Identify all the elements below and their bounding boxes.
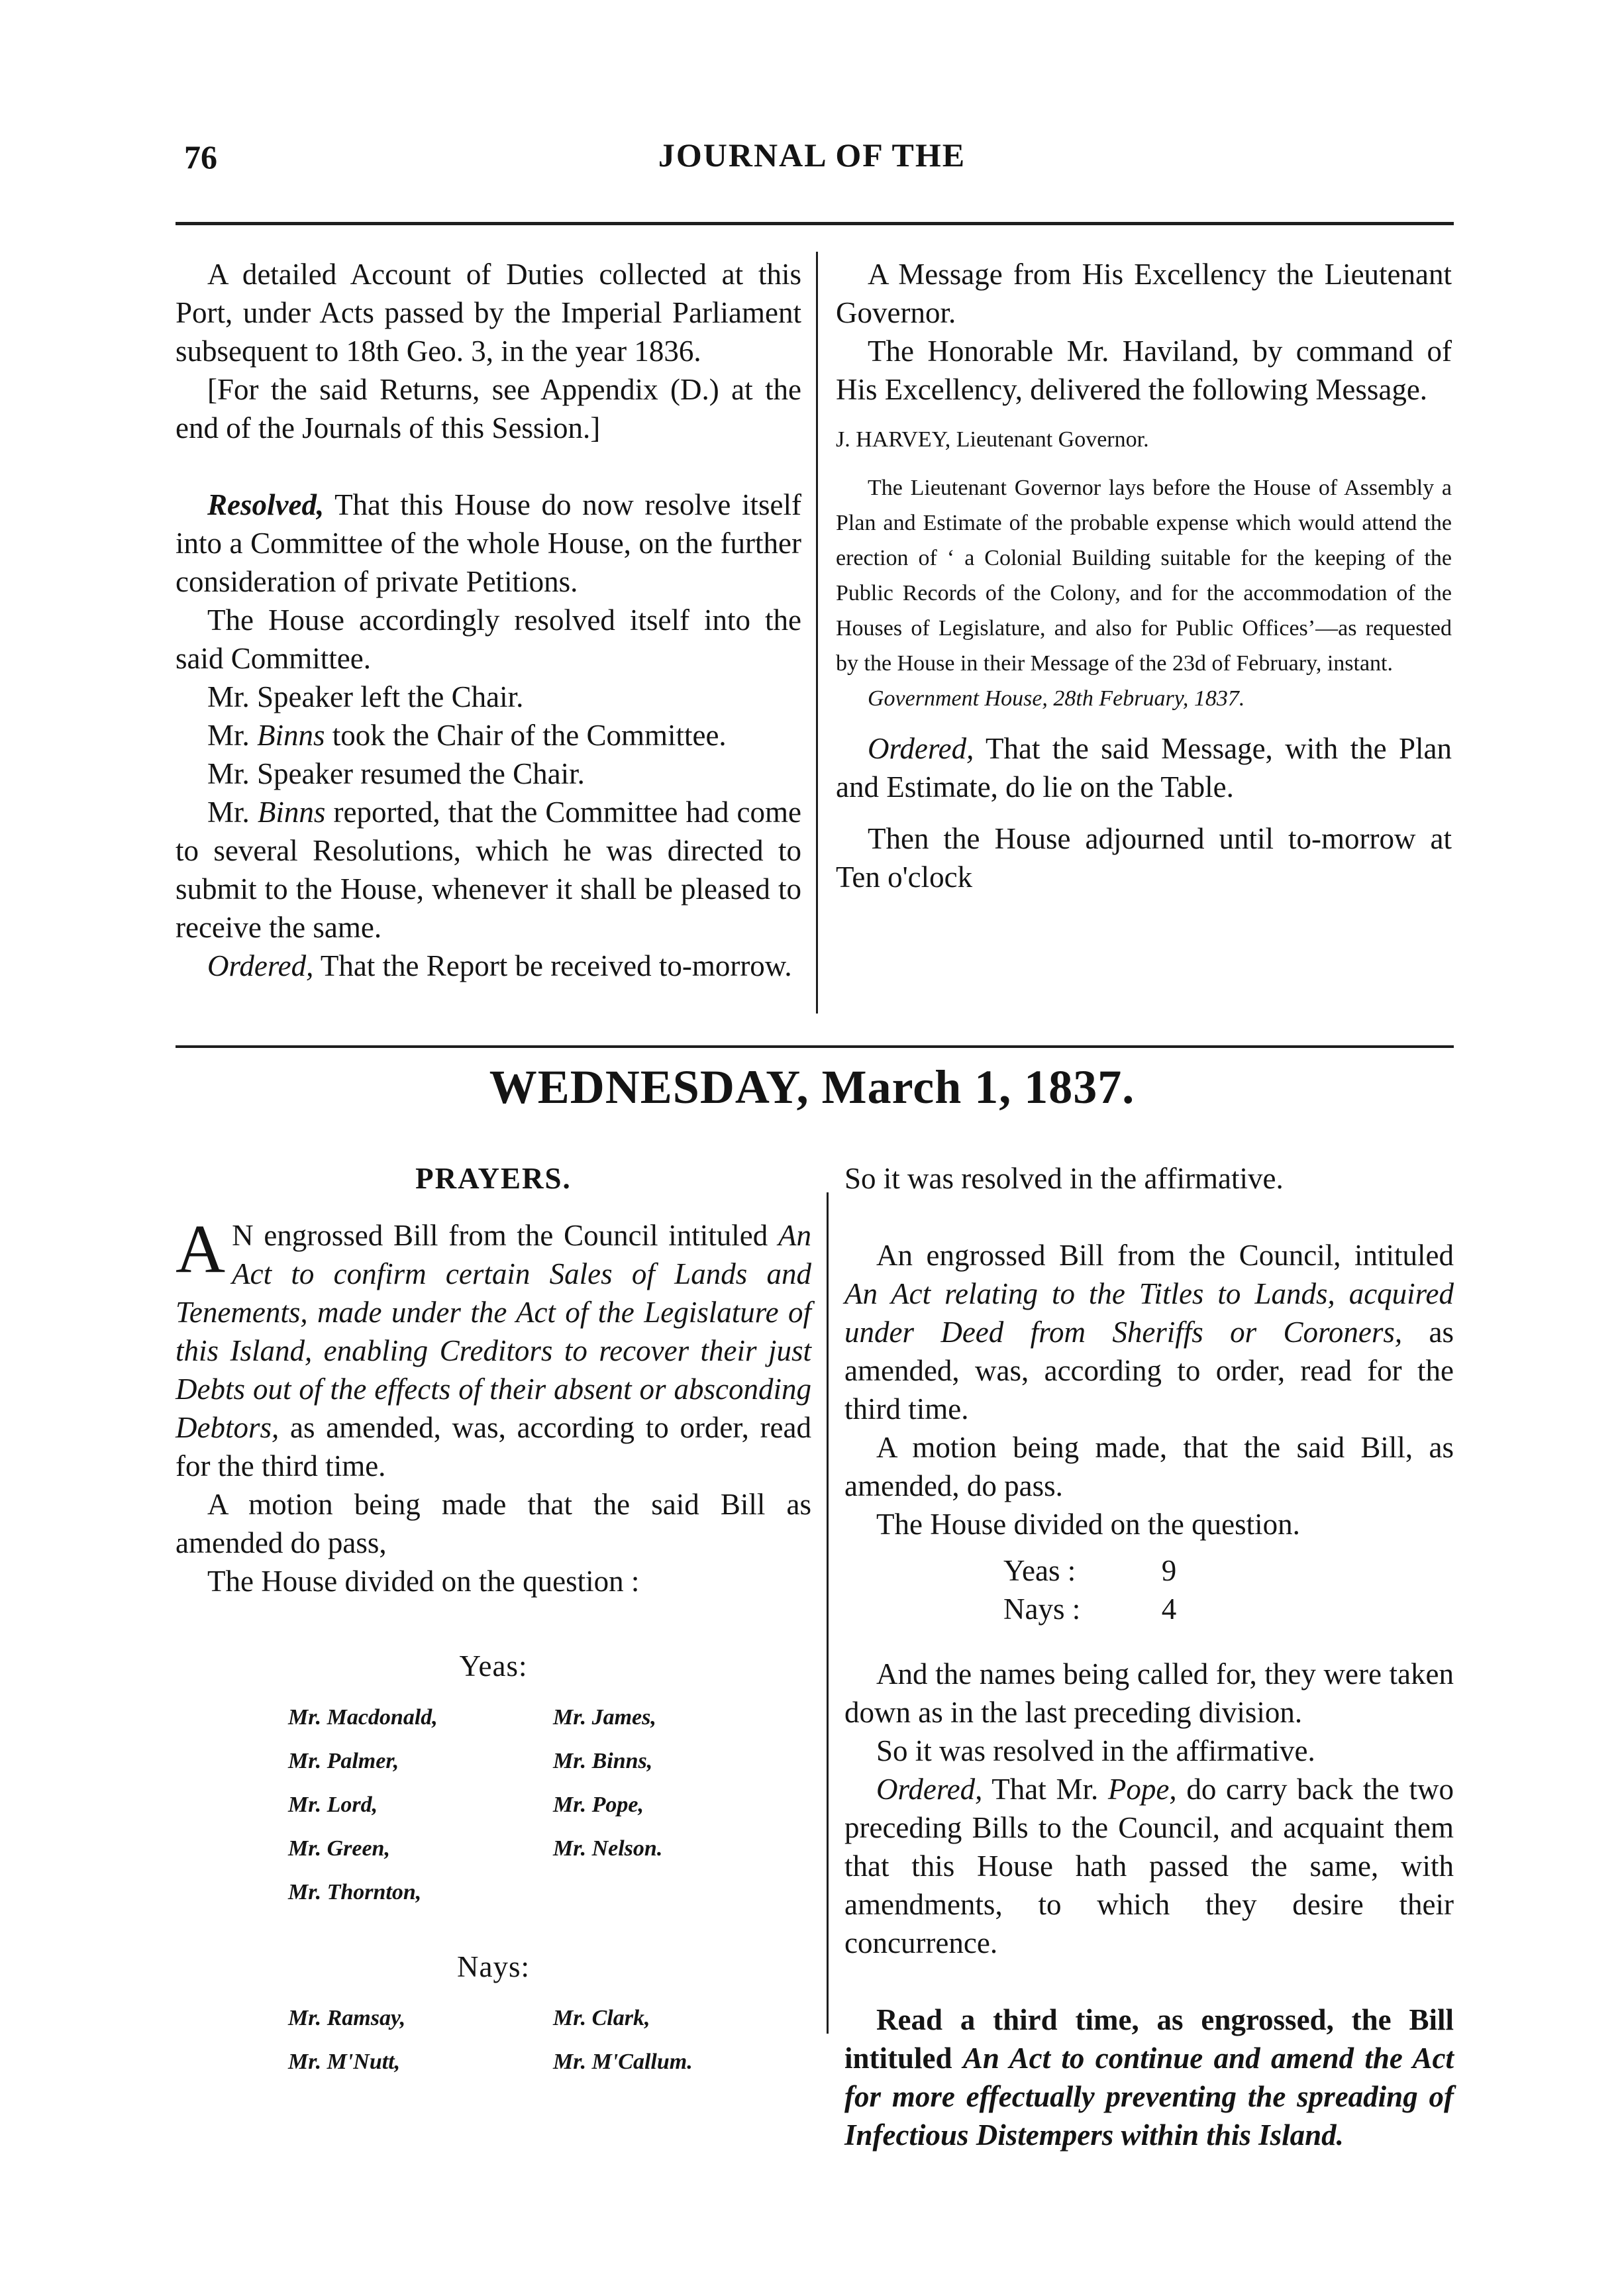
bill-titles-paragraph [844, 1236, 1454, 1428]
resolved-affirmative-1: So it was resolved in the affirmative. [844, 1162, 1284, 1195]
speaker-left-paragraph: Mr. Speaker left the Chair. [207, 680, 524, 713]
third-reading-title: An Act to continue and amend the Act for more effectually preventing the spreading of Infectious Distempers within this Island. [844, 2042, 1454, 2152]
nays-label: Nays : [1003, 1592, 1081, 1626]
yeas-row [1003, 1551, 1454, 1590]
harvey-signature: J. HARVEY, Lieutenant Governor. [836, 427, 1149, 452]
yea-name: Mr. Green, [288, 1836, 390, 1861]
nay-name: Mr. M'Callum. [553, 2050, 693, 2074]
yea-name: Mr. Nelson. [553, 1836, 663, 1861]
ordered-text: That the Report be received to-morrow. [313, 949, 792, 982]
ordered-table-paragraph [836, 729, 1452, 806]
binns-name-2: Binns [257, 796, 326, 829]
haviland-paragraph: The Honorable Mr. Haviland, by command of His Excellency, delivered the following Message. [836, 335, 1452, 406]
nays-heading: Nays: [457, 1950, 530, 1983]
binns-chair-b: took the Chair of the Committee. [325, 719, 727, 752]
bill-outro: as amended, was, according to order, read for the third time. [176, 1411, 811, 1483]
left-column-bottom [176, 1159, 811, 2084]
motion2-paragraph: A motion being made, that the said Bill, as amended, do pass. [844, 1431, 1454, 1502]
resolved-text: That this House do now resolve itself into a Committee of the whole House, on the further consideration of private Petitions. [176, 488, 801, 598]
section-rule [176, 1045, 1454, 1048]
yea-name: Mr. Macdonald, [288, 1705, 438, 1730]
day-title: WEDNESDAY, March 1, 1837. [489, 1061, 1135, 1114]
ordered-lead: Ordered, [207, 949, 314, 982]
drop-cap: A [176, 1211, 226, 1287]
nays-names-list [288, 1997, 811, 2084]
motion-paragraph: A motion being made that the said Bill as amended do pass, [176, 1488, 811, 1559]
right-column-top [836, 255, 1452, 896]
divided2-paragraph: The House divided on the question. [876, 1508, 1300, 1541]
committee-paragraph: The House accordingly resolved itself into the said Committee. [176, 603, 801, 675]
column-divider-top [816, 252, 818, 1014]
nays-count: 4 [1161, 1592, 1177, 1626]
left-column-top [176, 255, 801, 985]
nays-row [1003, 1590, 1454, 1628]
bill-intro: N engrossed Bill from the Council intituled [232, 1219, 778, 1252]
vote-tally [1003, 1551, 1454, 1628]
yea-name: Mr. Pope, [553, 1793, 644, 1817]
yea-name: Mr. James, [553, 1705, 656, 1730]
divided-paragraph: The House divided on the question : [207, 1565, 640, 1598]
bill-title: An Act to confirm certain Sales of Lands and Tenements, made under the Act of the Legislature of this Island, enabling Creditors to recover their just Debts out of the effects of their absent or absconding Debtors, [176, 1219, 811, 1444]
message-intro: A Message from His Excellency the Lieutenant Governor. [836, 258, 1452, 329]
ordered-pope-a: That Mr. [982, 1773, 1108, 1806]
right-column-bottom [844, 1159, 1454, 2154]
message-dateline: Government House, 28th February, 1837. [868, 686, 1245, 711]
names-called-paragraph: And the names being called for, they were taken down as in the last preceding division. [844, 1657, 1454, 1729]
yea-name: Mr. Binns, [553, 1749, 653, 1773]
resolved-lead: Resolved, [207, 488, 325, 521]
yeas-heading: Yeas: [459, 1649, 528, 1683]
bill2-title: An Act relating to the Titles to Lands, acquired under Deed from Sheriffs or Coroners, [844, 1277, 1454, 1349]
pope-name: Pope, [1107, 1773, 1177, 1806]
speaker-resumed-paragraph: Mr. Speaker resumed the Chair. [207, 757, 585, 790]
page-number: 76 [184, 138, 217, 176]
ordered-lead-pope: Ordered, [876, 1773, 983, 1806]
resolved-affirmative-2: So it was resolved in the affirmative. [876, 1734, 1315, 1767]
yea-name: Mr. Lord, [288, 1793, 378, 1817]
third-reading-paragraph [844, 2001, 1454, 2154]
bill-confirm-sales-paragraph [176, 1211, 811, 1485]
third-reading-intro: Read a third time, as engrossed, the Bill intituled [844, 2003, 1454, 2075]
binns-reported-b: reported, that the Committee had come to several Resolutions, which he was directed to submit to the House, whenever it shall be pleased to receive the same. [176, 796, 801, 944]
yeas-label: Yeas : [1003, 1554, 1076, 1587]
binns-chair-a: Mr. [207, 719, 258, 752]
ordered-table-text: That the said Message, with the Plan and Estimate, do lie on the Table. [836, 732, 1452, 804]
prayers-heading: PRAYERS. [415, 1162, 572, 1195]
binns-reported-paragraph [176, 793, 801, 947]
ordered-pope-b: do carry back the two preceding Bills to the Council, and acquaint them that this House hath passed the same, with amendments, to which they desire their concurrence. [844, 1773, 1454, 1959]
binns-chair-paragraph [176, 716, 801, 755]
resolved-paragraph [176, 486, 801, 601]
yeas-count: 9 [1161, 1554, 1177, 1587]
ordered-pope-paragraph [844, 1770, 1454, 1962]
returns-note: [For the said Returns, see Appendix (D.) at the end of the Journals of this Session.] [176, 373, 801, 444]
bill2-outro: as amended, was, according to order, read for the third time. [844, 1316, 1454, 1426]
nay-name: Mr. Clark, [553, 2006, 650, 2030]
yeas-names-list [288, 1696, 811, 1914]
ordered-report-paragraph [176, 947, 801, 985]
yea-name: Mr. Thornton, [288, 1880, 422, 1904]
bill2-intro: An engrossed Bill from the Council, intituled [876, 1239, 1454, 1272]
governor-message: The Lieutenant Governor lays before the House of Assembly a Plan and Estimate of the probable expense which would attend the erection of ‘ a Colonial Building suitable for the keeping of the Public Records of the Colony, and for the accommodation of the Houses of Legislature, and also for Public Offices’—as requested by the House in their Message of the 23d of February, instant. [836, 476, 1452, 676]
header-rule [176, 222, 1454, 225]
running-title: JOURNAL OF THE [658, 136, 966, 174]
binns-name: Binns [257, 719, 325, 752]
nay-name: Mr. Ramsay, [288, 2006, 406, 2030]
column-divider-bottom [827, 1192, 829, 2034]
duties-account-paragraph: A detailed Account of Duties collected at this Port, under Acts passed by the Imperial Parliament subsequent to 18th Geo. 3, in the year 1836. [176, 258, 801, 368]
binns-reported-a: Mr. [207, 796, 258, 829]
yea-name: Mr. Palmer, [288, 1749, 399, 1773]
nay-name: Mr. M'Nutt, [288, 2050, 401, 2074]
adjourned-paragraph: Then the House adjourned until to-morrow at Ten o'clock [836, 822, 1452, 894]
ordered-lead-right: Ordered, [868, 732, 974, 765]
